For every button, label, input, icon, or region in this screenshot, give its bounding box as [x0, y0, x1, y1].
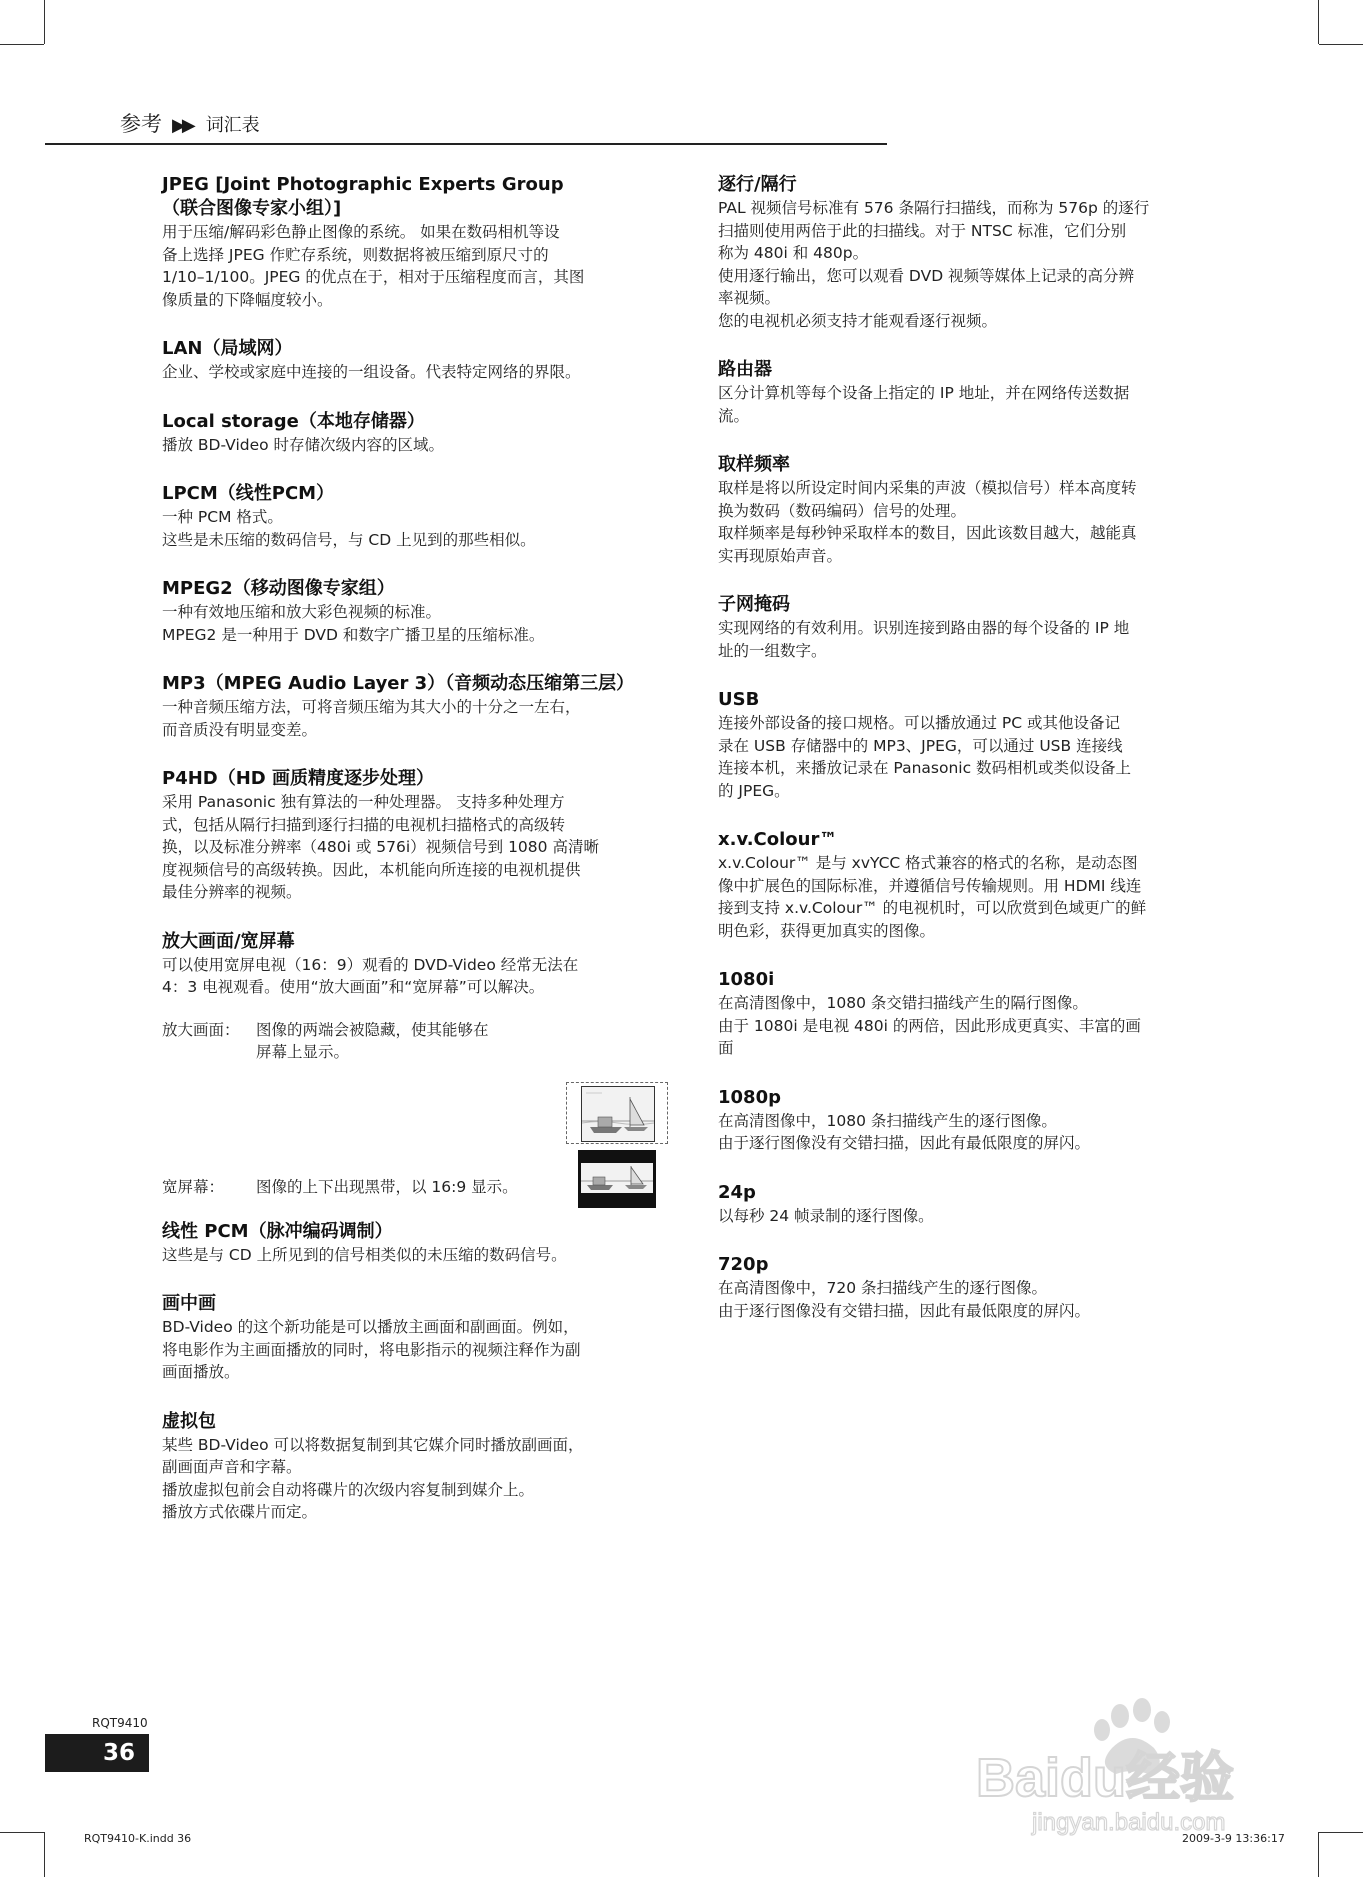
boat-scene-icon: [582, 1087, 654, 1141]
entry-title: 720p: [718, 1254, 769, 1275]
entry-line: 可以使用宽屏电视（16：9）观看的 DVD-Video 经常无法在: [162, 955, 579, 974]
baidu-paw-logo-icon: [972, 1688, 1272, 1838]
glossary-entry-sampling: [718, 453, 1228, 567]
entry-title-line2: （联合图像专家小组）]: [162, 198, 342, 219]
glossary-entry-p4hd: [162, 767, 672, 904]
entry-line: 称为 480i 和 480p。: [718, 244, 869, 262]
entry-line: 这些是未压缩的数码信号，与 CD 上见到的那些相似。: [162, 530, 536, 549]
glossary-entry-mp3: [162, 672, 672, 741]
entry-title: 1080p: [718, 1086, 781, 1108]
glossary-entry-pip: [162, 1292, 672, 1384]
entry-line: 备上选择 JPEG 作贮存系统，则数据将被压缩到原尺寸的: [162, 245, 549, 264]
widescreen-definition: [162, 1176, 518, 1199]
entry-line: 率视频。: [718, 289, 781, 307]
glossary-entry-720p: [718, 1253, 1228, 1322]
zoom-term: 放大画面：: [162, 1020, 240, 1039]
entry-line: 面: [718, 1039, 734, 1057]
entry-line: 换为数码（数码编码）信号的处理。: [718, 501, 967, 520]
entry-line: 用于压缩/解码彩色静止图像的系统。 如果在数码相机等设: [162, 223, 560, 241]
zoom-tv-frame: [566, 1082, 668, 1144]
entry-line: 度视频信号的高级转换。因此，本机能向所连接的电视机提供: [162, 860, 581, 879]
crop-mark: [1318, 0, 1319, 44]
header-section: 参考: [120, 112, 162, 136]
entry-line: 的 JPEG。: [718, 781, 790, 800]
entry-line: 由于 1080i 是电视 480i 的两倍，因此形成更真实、丰富的画: [718, 1016, 1141, 1035]
zoom-desc: 图像的两端会被隐藏，使其能够在: [256, 1020, 489, 1039]
glossary-entry-usb: [718, 688, 1228, 802]
entry-line: 副画面声音和字幕。: [162, 1458, 302, 1476]
boat-scene-icon: [581, 1163, 653, 1193]
glossary-entry-linear-pcm: [162, 1220, 672, 1267]
entry-line: 某些 BD-Video 可以将数据复制到其它媒介同时播放副画面，: [162, 1435, 584, 1454]
entry-line: x.v.Colour™ 是与 xvYCC 格式兼容的格式的名称，是动态图: [718, 854, 1138, 872]
entry-title: LPCM（线性PCM）: [162, 483, 335, 504]
glossary-entry-virtual-package: [162, 1410, 672, 1524]
baidu-watermark: [972, 1688, 1272, 1838]
entry-line: 播放 BD-Video 时存储次级内容的区域。: [162, 435, 445, 454]
entry-title: 放大画面/宽屏幕: [162, 930, 295, 952]
entry-title: 子网掩码: [718, 594, 790, 615]
entry-line: 最佳分辨率的视频。: [162, 883, 302, 901]
entry-line: 区分计算机等每个设备上指定的 IP 地址，并在网络传送数据: [718, 384, 1130, 402]
entry-line: 实现网络的有效利用。识别连接到路由器的每个设备的 IP 地: [718, 619, 1130, 637]
entry-line: 连接本机，来播放记录在 Panasonic 数码相机或类似设备上: [718, 759, 1132, 777]
entry-line: 而音质没有明显变差。: [162, 720, 318, 739]
entry-line: 实再现原始声音。: [718, 546, 843, 565]
entry-line: 由于逐行图像没有交错扫描，因此有最低限度的屏闪。: [718, 1134, 1091, 1152]
glossary-entry-zoom-widescreen: [162, 930, 672, 1194]
entry-line: 您的电视机必须支持才能观看逐行视频。: [718, 311, 998, 330]
wide-desc: 图像的上下出现黑带，以 16:9 显示。: [256, 1177, 518, 1196]
entry-line: 在高清图像中，1080 条扫描线产生的逐行图像。: [718, 1111, 1057, 1130]
glossary-entry-progressive: [718, 173, 1228, 332]
entry-line: 像质量的下降幅度较小。: [162, 290, 333, 309]
entry-line: 这些是与 CD 上所见到的信号相类似的未压缩的数码信号。: [162, 1245, 567, 1264]
entry-line: 播放方式依碟片而定。: [162, 1503, 318, 1521]
entry-title: Local storage（本地存储器）: [162, 410, 425, 432]
entry-line: 一种音频压缩方法，可将音频压缩为其大小的十分之一左右，: [162, 698, 581, 716]
watermark-brand: Baidu经验: [976, 1748, 1235, 1808]
crop-mark: [0, 44, 44, 45]
entry-title: 路由器: [718, 359, 772, 380]
entry-line: MPEG2 是一种用于 DVD 和数字广播卫星的压缩标准。: [162, 625, 545, 644]
entry-title: 虚拟包: [162, 1410, 216, 1432]
entry-title: 逐行/隔行: [718, 174, 797, 195]
right-column: [718, 173, 1228, 1348]
glossary-entry-1080p: [718, 1086, 1228, 1155]
entry-line: 明色彩，获得更加真实的图像。: [718, 921, 936, 940]
entry-line: PAL 视频信号标准有 576 条隔行扫描线，而称为 576p 的逐行: [718, 199, 1150, 217]
entry-line: 流。: [718, 406, 750, 425]
entry-line: 在高清图像中，1080 条交错扫描线产生的隔行图像。: [718, 994, 1088, 1012]
header-rule: [45, 143, 887, 145]
model-code: RQT9410: [92, 1716, 148, 1730]
entry-line: 画面播放。: [162, 1363, 240, 1381]
page-header: [120, 108, 260, 138]
glossary-entry-jpeg: [162, 173, 672, 311]
entry-title: LAN（局域网）: [162, 338, 293, 359]
entry-line: 将电影作为主画面播放的同时，将电影指示的视频注释作为副: [162, 1340, 581, 1359]
entry-line: 采用 Panasonic 独有算法的一种处理器。 支持多种处理方: [162, 793, 565, 811]
glossary-entry-lpcm: [162, 482, 672, 551]
entry-title: x.v.Colour™: [718, 829, 838, 850]
entry-line: 扫描则使用两倍于此的扫描线。对于 NTSC 标准，它们分别: [718, 221, 1127, 240]
zoom-desc-cont: 屏幕上显示。: [256, 1043, 350, 1061]
crop-mark: [44, 1832, 45, 1877]
entry-line: 4：3 电视观看。使用“放大画面”和“宽屏幕”可以解决。: [162, 978, 545, 996]
entry-title: 1080i: [718, 969, 775, 990]
entry-title: 画中画: [162, 1293, 216, 1314]
entry-line: 一种有效地压缩和放大彩色视频的标准。: [162, 603, 442, 621]
entry-line: 换，以及标准分辨率（480i 或 576i）视频信号到 1080 高清晰: [162, 838, 599, 856]
entry-line: 播放虚拟包前会自动将碟片的次级内容复制到媒介上。: [162, 1480, 535, 1499]
entry-title: P4HD（HD 画质精度逐步处理）: [162, 768, 434, 789]
entry-line: 在高清图像中，720 条扫描线产生的逐行图像。: [718, 1279, 1048, 1297]
zoom-illustration: [162, 1066, 672, 1194]
entry-title: MP3（MPEG Audio Layer 3）（音频动态压缩第三层）: [162, 673, 635, 694]
glossary-entry-1080i: [718, 968, 1228, 1060]
entry-line: 录在 USB 存储器中的 MP3、JPEG，可以通过 USB 连接线: [718, 736, 1123, 755]
zoom-definition: [162, 1019, 672, 1042]
entry-line: 企业、学校或家庭中连接的一组设备。代表特定网络的界限。: [162, 363, 581, 381]
header-subtitle: 词汇表: [205, 115, 260, 136]
watermark-url: jingyan.baidu.com: [1032, 1809, 1226, 1836]
crop-mark: [44, 0, 45, 44]
print-datetime: 2009-3-9 13:36:17: [1182, 1832, 1285, 1845]
crop-mark: [1319, 44, 1363, 45]
entry-line: 连接外部设备的接口规格。可以播放通过 PC 或其他设备记: [718, 714, 1121, 732]
page-number: 36: [45, 1734, 149, 1772]
crop-mark: [1319, 1832, 1363, 1833]
entry-line: 像中扩展色的国际标准，并遵循信号传输规则。用 HDMI 线连: [718, 876, 1142, 895]
zoom-screen-image: [581, 1086, 655, 1142]
entry-title: 24p: [718, 1181, 756, 1203]
entry-line: 以每秒 24 帧录制的逐行图像。: [718, 1206, 934, 1225]
entry-title: USB: [718, 689, 760, 710]
entry-line: 接到支持 x.v.Colour™ 的电视机时，可以欣赏到色域更广的鲜: [718, 899, 1147, 917]
glossary-entry-local-storage: [162, 410, 672, 457]
glossary-entry-subnet: [718, 593, 1228, 662]
glossary-entry-lan: [162, 337, 672, 384]
entry-line: 使用逐行输出，您可以观看 DVD 视频等媒体上记录的高分辨: [718, 266, 1135, 285]
widescreen-tv-frame: [578, 1150, 656, 1208]
glossary-entry-mpeg2: [162, 577, 672, 646]
entry-title: MPEG2（移动图像专家组）: [162, 578, 395, 599]
entry-line: 式，包括从隔行扫描到逐行扫描的电视机扫描格式的高级转: [162, 815, 566, 834]
entry-line: 由于逐行图像没有交错扫描，因此有最低限度的屏闪。: [718, 1301, 1091, 1320]
glossary-entry-router: [718, 358, 1228, 427]
widescreen-image: [581, 1163, 653, 1193]
entry-title: 取样频率: [718, 454, 790, 475]
entry-title: JPEG [Joint Photographic Experts Group: [162, 174, 564, 195]
zoom-definition-cont: [162, 1041, 672, 1064]
crop-mark: [1318, 1832, 1319, 1877]
glossary-entry-xvcolour: [718, 828, 1228, 942]
entry-line: 1/10–1/100。JPEG 的优点在于，相对于压缩程度而言，其图: [162, 268, 585, 286]
left-column: [162, 173, 672, 1550]
entry-title: 线性 PCM（脉冲编码调制）: [162, 1220, 393, 1242]
glossary-entry-24p: [718, 1181, 1228, 1228]
entry-line: 一种 PCM 格式。: [162, 508, 283, 526]
entry-line: BD-Video 的这个新功能是可以播放主画面和副画面。例如，: [162, 1318, 579, 1336]
wide-term: 宽屏幕：: [162, 1177, 225, 1196]
play-arrows-icon: ▶▶: [172, 115, 192, 136]
entry-line: 址的一组数字。: [718, 641, 827, 660]
entry-line: 取样是将以所设定时间内采集的声波（模拟信号）样本高度转: [718, 479, 1137, 497]
entry-line: 取样频率是每秒钟采取样本的数目，因此该数目越大，越能真: [718, 524, 1137, 542]
crop-mark: [0, 1832, 44, 1833]
print-file-info: RQT9410-K.indd 36: [84, 1832, 192, 1845]
